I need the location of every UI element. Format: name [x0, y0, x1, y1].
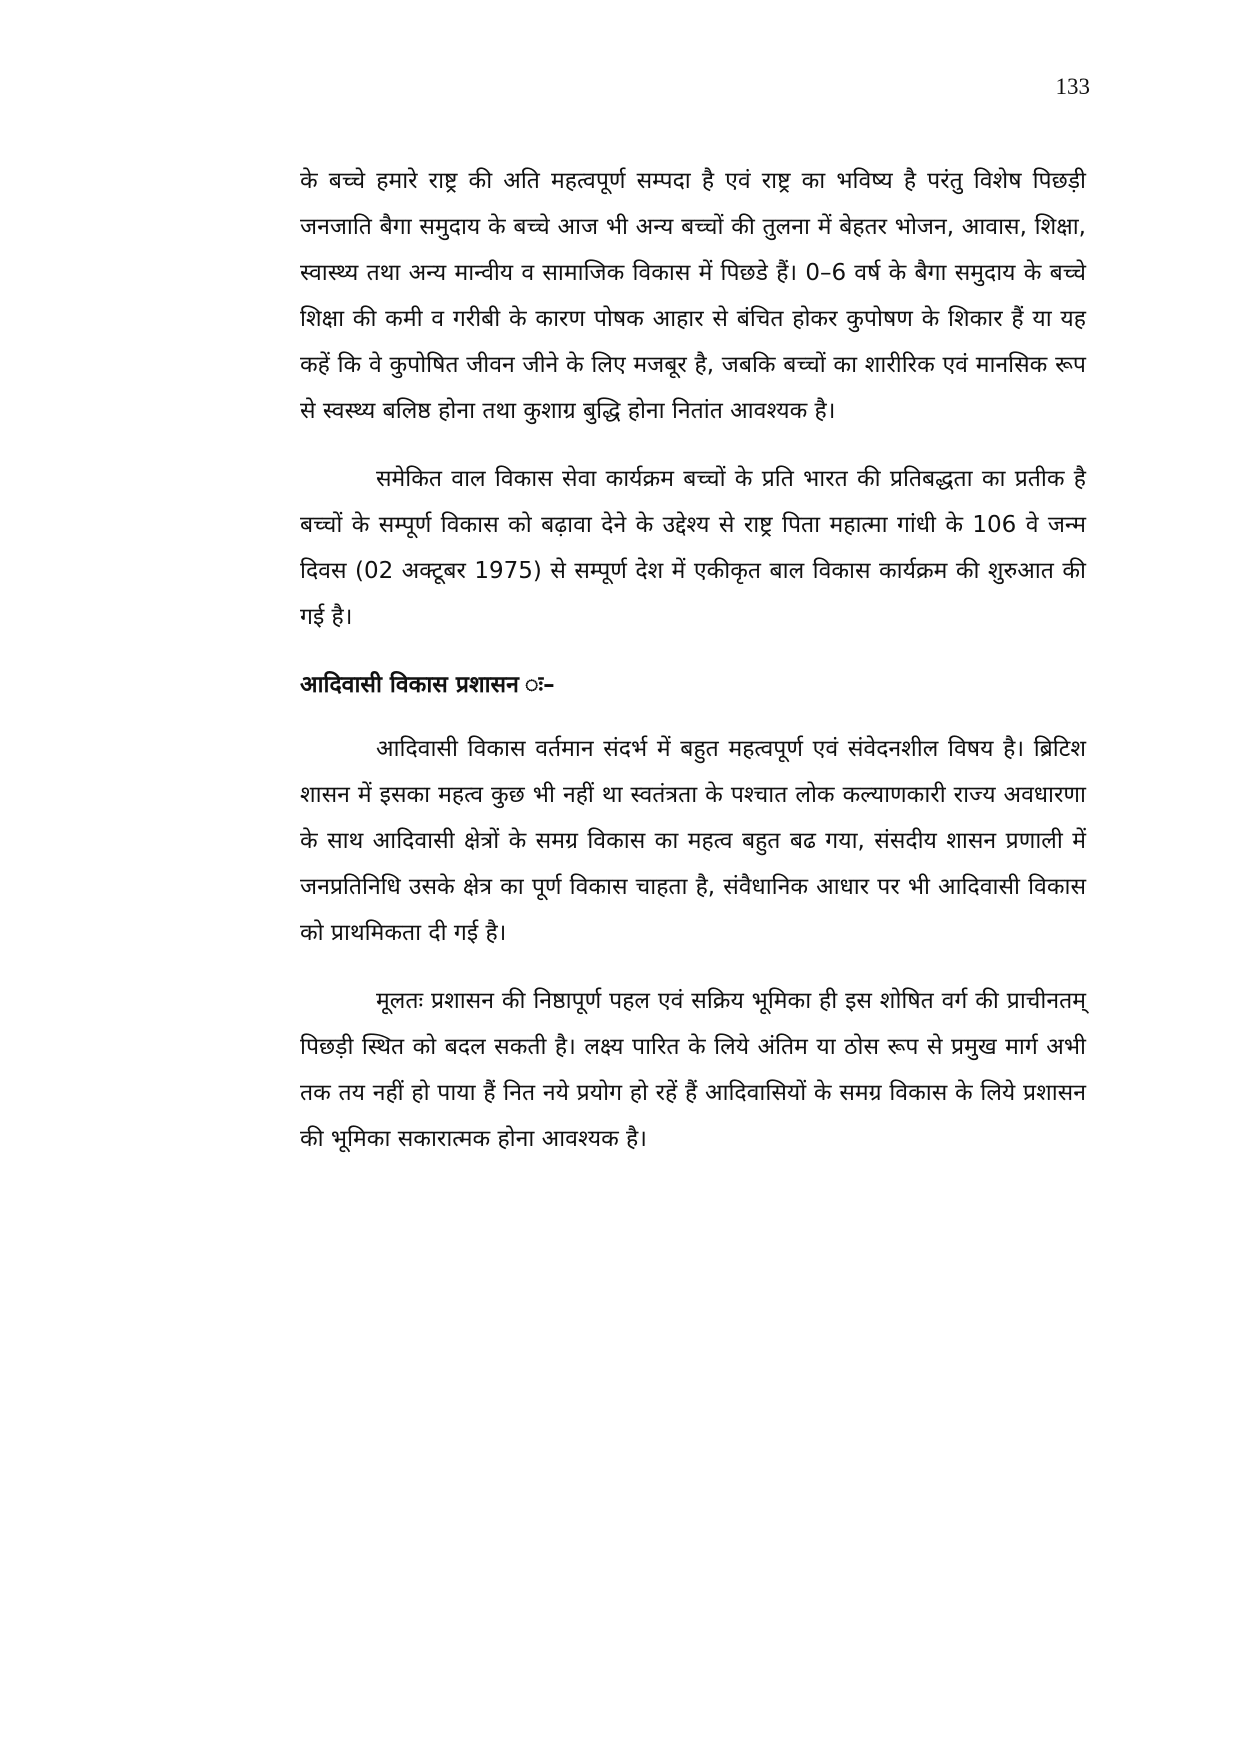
page-number: 133	[1055, 74, 1090, 99]
section-heading: आदिवासी विकास प्रशासन ः–	[300, 672, 555, 698]
paragraph-tribal-development: आदिवासी विकास वर्तमान संदर्भ में बहुत महत्वपूर्ण एवं संवेदनशील विषय है। ब्रिटिश शासन में इसका महत्व कुछ भी नहीं था स्वतंत्रता के पश्चात लोक कल्याणकारी राज्य अवधारणा के साथ आदिवासी क्षेत्रों के समग्र विकास का महत्व बहुत बढ गया, संसदीय शासन प्रणाली में जनप्रतिनिधि उसके क्षेत्र का पूर्ण विकास चाहता है, संवैधानिक आधार पर भी आदिवासी विकास को प्राथमिकता दी गई है।	[300, 736, 1086, 946]
paragraph-child-development: के बच्चे हमारे राष्ट्र की अति महत्वपूर्ण सम्पदा है एवं राष्ट्र का भविष्य है परंतु विशेष पिछड़ी जनजाति बैगा समुदाय के बच्चे आज भी अन्य बच्चों की तुलना में बेहतर भोजन, आवास, शिक्षा, स्वास्थ्य तथा अन्य मान्वीय व सामाजिक विकास में पिछडे हैं। 0–6 वर्ष के बैगा समुदाय के बच्चे शिक्षा की कमी व गरीबी के कारण पोषक आहार से बंचित होकर कुपोषण के शिकार हैं या यह कहें कि वे कुपोषित जीवन जीने के लिए मजबूर है, जबकि बच्चों का शारीरिक एवं मानसिक रूप से स्वस्थ्य बलिष्ठ होना तथा कुशाग्र बुद्धि होना नितांत आवश्यक है।	[300, 168, 1086, 424]
body-text	[300, 158, 1086, 1184]
paragraph-administration-role: मूलतः प्रशासन की निष्ठापूर्ण पहल एवं सक्रिय भूमिका ही इस शोषित वर्ग की प्राचीनतम् पिछड़ी स्थित को बदल सकती है। लक्ष्य पारित के लिये अंतिम या ठोस रूप से प्रमुख मार्ग अभी तक तय नहीं हो पाया हैं नित नये प्रयोग हो रहें हैं आदिवासियों के समग्र विकास के लिये प्रशासन की भूमिका सकारात्मक होना आवश्यक है।	[300, 988, 1086, 1152]
paragraph-icds-program: समेकित वाल विकास सेवा कार्यक्रम बच्चों के प्रति भारत की प्रतिबद्धता का प्रतीक है बच्चों के सम्पूर्ण विकास को बढ़ावा देने के उद्देश्य से राष्ट्र पिता महात्मा गांधी के 106 वे जन्म दिवस (02 अक्टूबर 1975) से सम्पूर्ण देश में एकीकृत बाल विकास कार्यक्रम की शुरुआत की गई है।	[300, 466, 1086, 630]
